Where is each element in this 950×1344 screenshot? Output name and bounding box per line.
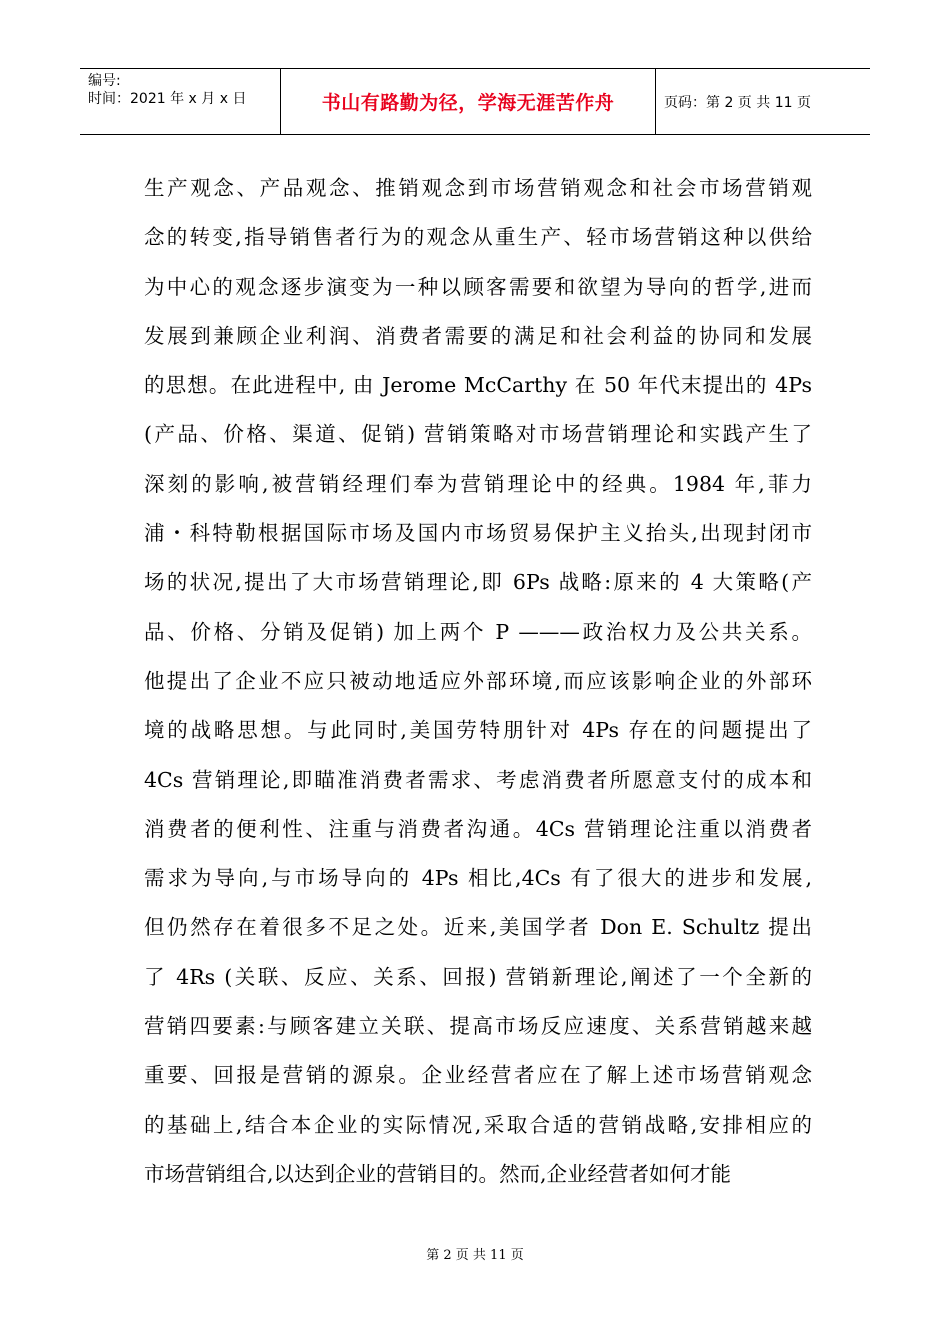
- document-time-label: 时间：2021 年 x 月 x 日: [88, 91, 247, 107]
- body-line: 市场营销组合,以达到企业的营销目的。然而,企业经营者如何才能: [144, 1161, 732, 1186]
- header-meta: [80, 69, 281, 134]
- body-line: 场的状况,提出了大市场营销理论,即 6Ps 战略:原来的 4 大策略(产: [144, 570, 812, 595]
- body-line: 品、价格、分销及促销) 加上两个 P ———政治权力及公共关系。: [144, 619, 812, 644]
- body-line: 重要、回报是营销的源泉。企业经营者应在了解上述市场营销观念: [144, 1063, 812, 1088]
- body-line: 为中心的观念逐步演变为一种以顾客需要和欲望为导向的哲学,进而: [144, 274, 812, 299]
- body-line: 需求为导向,与市场导向的 4Ps 相比,4Cs 有了很大的进步和发展,: [144, 866, 812, 891]
- body-line: 他提出了企业不应只被动地适应外部环境,而应该影响企业的外部环: [144, 668, 812, 693]
- body-line: 营销四要素:与顾客建立关联、提高市场反应速度、关系营销越来越: [144, 1014, 812, 1039]
- page-header: [80, 68, 870, 135]
- body-line: 的基础上,结合本企业的实际情况,采取合适的营销战略,安排相应的: [144, 1112, 812, 1137]
- body-line: 生产观念、产品观念、推销观念到市场营销观念和社会市场营销观: [144, 176, 812, 200]
- body-line: 但仍然存在着很多不足之处。近来,美国学者 Don E. Schultz 提出: [144, 915, 812, 940]
- body-line: 的思想。在此进程中, 由 Jerome McCarthy 在 50 年代末提出的 4Ps: [144, 373, 812, 398]
- body-line: (产品、价格、渠道、促销) 营销策略对市场营销理论和实践产生了: [144, 422, 812, 447]
- header-page-number: 页码：第 2 页 共 11 页: [664, 94, 811, 111]
- body-line: 深刻的影响,被营销经理们奉为营销理论中的经典。1984 年,菲力: [144, 471, 812, 496]
- document-number-label: 编号:: [88, 73, 121, 89]
- page-footer: 第 2 页 共 11 页: [426, 1248, 524, 1263]
- body-line: 4Cs 营销理论,即瞄准消费者需求、考虑消费者所愿意支付的成本和: [144, 767, 812, 792]
- header-slogan: 书山有路勤为径，学海无涯苦作舟: [281, 69, 656, 134]
- body-line: 浦・科特勒根据国际市场及国内市场贸易保护主义抬头,出现封闭市: [144, 521, 812, 546]
- body-text: [144, 164, 812, 1199]
- body-line: 了 4Rs (关联、反应、关系、回报) 营销新理论,阐述了一个全新的: [144, 964, 812, 989]
- body-line: 念的转变,指导销售者行为的观念从重生产、轻市场营销这种以供给: [144, 225, 812, 250]
- body-line: 境的战略思想。与此同时,美国劳特朋针对 4Ps 存在的问题提出了: [144, 718, 812, 743]
- body-line: 发展到兼顾企业利润、消费者需要的满足和社会利益的协同和发展: [144, 323, 812, 348]
- body-line: 消费者的便利性、注重与消费者沟通。4Cs 营销理论注重以消费者: [144, 816, 812, 841]
